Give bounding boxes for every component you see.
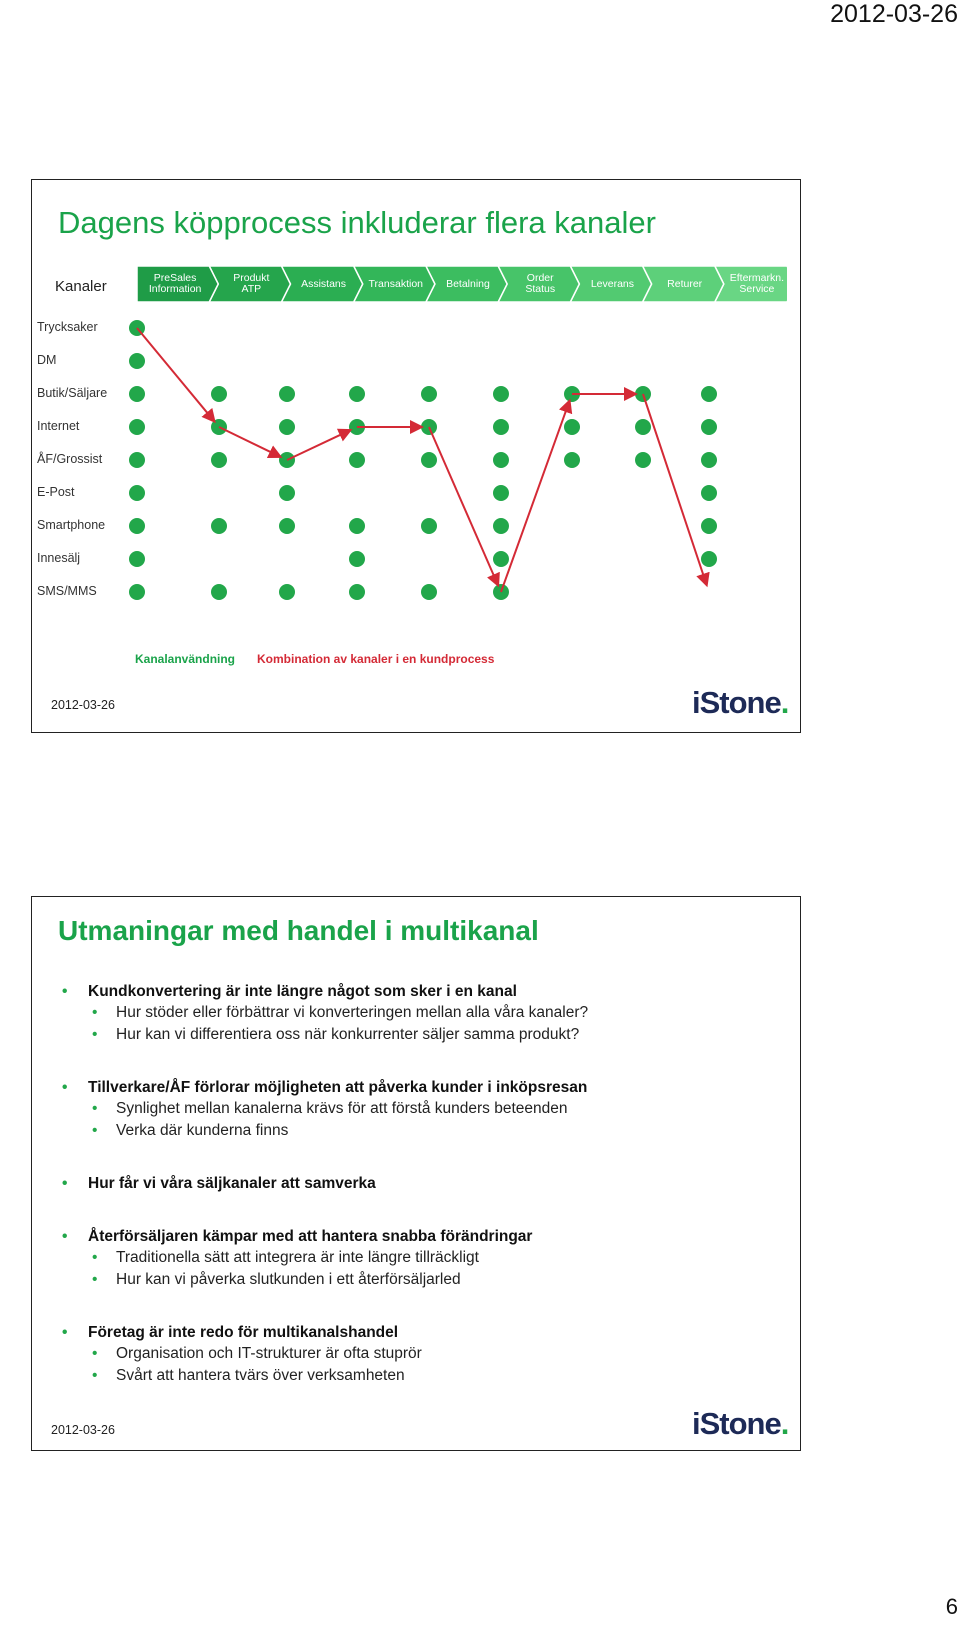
- logo-text: iStone: [692, 685, 781, 720]
- challenge-heading: • Företag är inte redo för multikanalshandel: [62, 1322, 782, 1343]
- logo-text: iStone: [692, 1406, 781, 1441]
- process-step-label: Order Status: [525, 272, 556, 295]
- channel-label: E-Post: [37, 485, 75, 499]
- flow-arrow: [137, 328, 213, 420]
- slide-title: Utmaningar med handel i multikanal: [58, 915, 539, 946]
- challenge-heading: • Kundkonvertering är inte längre något som sker i en kanal: [62, 981, 782, 1002]
- channel-label: Innesälj: [37, 551, 81, 565]
- channel-label: ÅF/Grossist: [37, 452, 103, 466]
- page-number: 6: [945, 1594, 958, 1619]
- process-step-label: Produkt ATP: [233, 272, 270, 295]
- challenge-subitem: • Traditionella sätt att integrera är inte längre tillräckligt: [62, 1247, 782, 1269]
- channel-label: DM: [37, 353, 57, 367]
- channel-label: Butik/Säljare: [37, 386, 108, 400]
- group-spacer: [62, 1194, 782, 1226]
- process-step-label: Leverans: [590, 277, 635, 290]
- legend-channel-usage: Kanalanvändning: [135, 652, 236, 666]
- channel-label: Smartphone: [37, 518, 106, 532]
- slide-footer-date: 2012-03-26: [51, 698, 115, 712]
- slide-challenges: [31, 896, 801, 1451]
- istone-logo: [692, 685, 788, 721]
- page-header-date: 2012-03-26: [830, 0, 958, 28]
- slide-channels: [31, 179, 801, 733]
- process-step-label: PreSales Information: [148, 272, 202, 295]
- challenge-heading: • Hur får vi våra säljkanaler att samverka: [62, 1173, 782, 1194]
- flow-arrow: [429, 427, 497, 584]
- channel-flow-arrows: [32, 180, 802, 734]
- challenge-subitem: • Svårt att hantera tvärs över verksamheten: [62, 1365, 782, 1387]
- channel-label: Internet: [37, 419, 80, 433]
- challenge-subitem: • Synlighet mellan kanalerna krävs för att förstå kunders beteenden: [62, 1098, 782, 1120]
- flow-arrow: [501, 402, 569, 592]
- challenge-subitem: • Verka där kunderna finns: [62, 1120, 782, 1142]
- process-step-label: Eftermarkn. Service: [729, 272, 784, 295]
- challenge-subitem: • Hur stöder eller förbättrar vi konverteringen mellan alla våra kanaler?: [62, 1002, 782, 1024]
- challenge-heading: • Tillverkare/ÅF förlorar möjligheten att påverka kunder i inköpsresan: [62, 1077, 782, 1098]
- flow-arrow: [643, 394, 706, 583]
- channel-label: Trycksaker: [37, 320, 98, 334]
- process-step-label: Returer: [667, 277, 703, 290]
- legend-channel-combination: Kombination av kanaler i en kundprocess: [257, 652, 495, 666]
- challenge-subitem: • Hur kan vi påverka slutkunden i ett återförsäljarled: [62, 1269, 782, 1291]
- logo-dot: .: [780, 685, 789, 720]
- process-step-label: Assistans: [301, 277, 347, 290]
- process-step-label: Transaktion: [368, 277, 423, 290]
- istone-logo: [692, 1406, 788, 1442]
- channel-label: SMS/MMS: [37, 584, 97, 598]
- flow-arrow: [287, 431, 349, 460]
- slide-title: Dagens köpprocess inkluderar flera kanaler: [58, 205, 656, 240]
- group-spacer: [62, 1045, 782, 1077]
- flow-arrow: [219, 427, 279, 456]
- challenge-heading: • Återförsäljaren kämpar med att hantera snabba förändringar: [62, 1226, 782, 1247]
- channels-row-label: Kanaler: [55, 278, 107, 295]
- group-spacer: [62, 1290, 782, 1322]
- slide-footer-date: 2012-03-26: [51, 1423, 115, 1437]
- group-spacer: [62, 1141, 782, 1173]
- challenge-subitem: • Organisation och IT-strukturer är ofta stuprör: [62, 1343, 782, 1365]
- challenge-subitem: • Hur kan vi differentiera oss när konkurrenter säljer samma produkt?: [62, 1024, 782, 1046]
- logo-dot: .: [780, 1406, 789, 1441]
- process-step-label: Betalning: [446, 277, 490, 290]
- challenge-list: [62, 981, 782, 1386]
